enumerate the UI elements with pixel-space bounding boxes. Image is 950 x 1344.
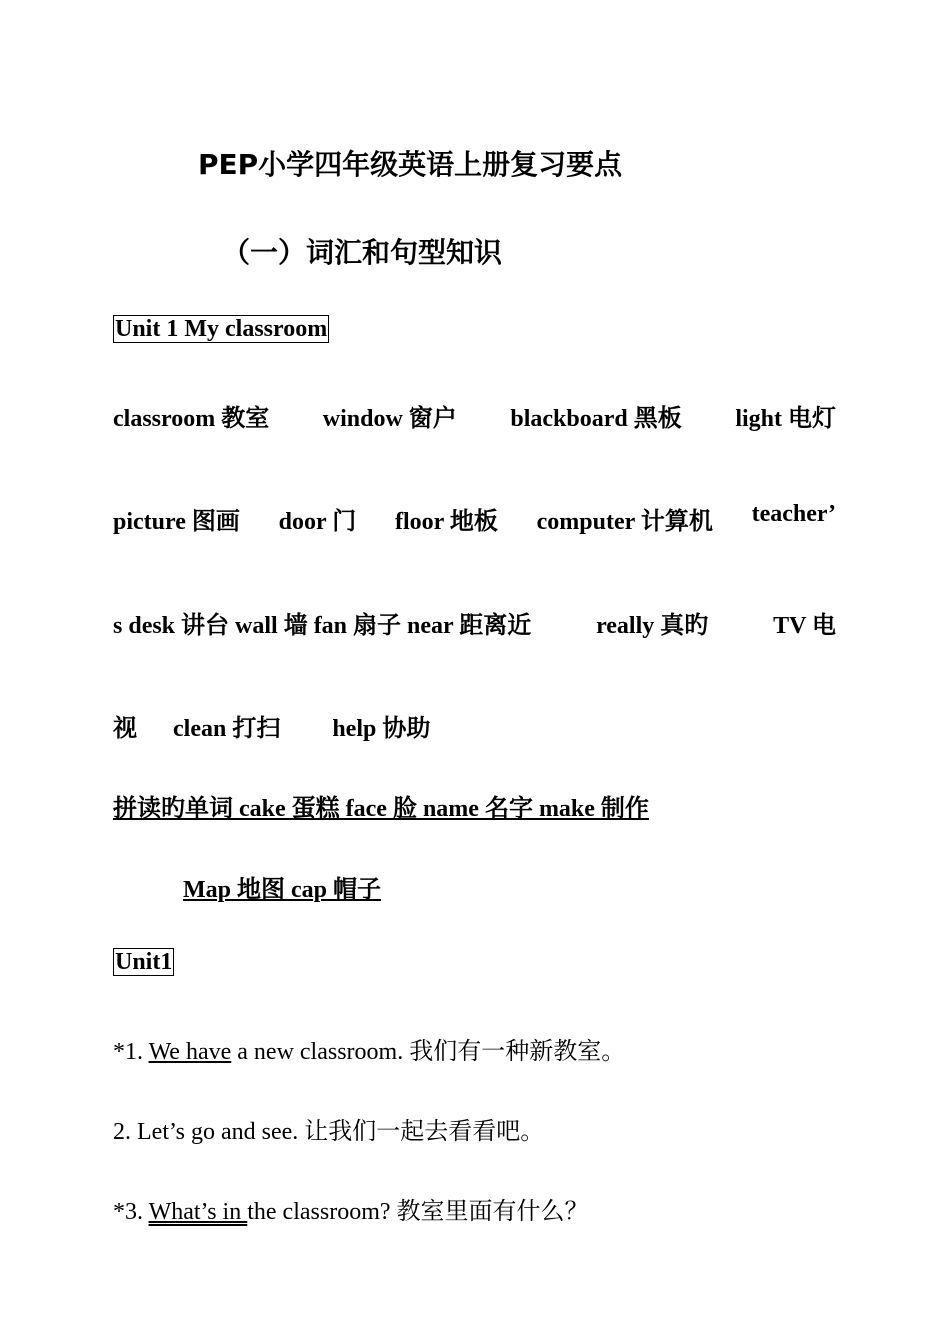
sentence-text: a new classroom. 我们有一种新教室。 bbox=[231, 1039, 626, 1065]
vocab-row-4 bbox=[113, 708, 430, 743]
vocab-item: classroom 教室 bbox=[113, 406, 270, 432]
sentence-text: Let’s go and see. 让我们一起去看看吧。 bbox=[137, 1119, 545, 1145]
vocab-item: TV 电 bbox=[773, 613, 836, 639]
vocab-item: window 窗户 bbox=[322, 406, 457, 432]
vocab-item: computer 计算机 bbox=[536, 509, 713, 535]
sentence-2 bbox=[113, 1111, 544, 1146]
vocab-row-1 bbox=[113, 398, 836, 433]
document-title bbox=[198, 143, 622, 183]
vocab-row-3 bbox=[113, 605, 836, 640]
sentence-emphasis: What’s in bbox=[148, 1199, 248, 1225]
spelling-words-line-2: Map 地图 cap 帽子 bbox=[183, 877, 381, 903]
sentence-1 bbox=[113, 1031, 625, 1066]
sentence-number: *3. bbox=[113, 1199, 149, 1225]
sentence-emphasis: We have bbox=[148, 1039, 232, 1065]
title-en: PEP bbox=[198, 148, 259, 181]
section-subtitle: （一）词汇和句型知识 bbox=[222, 236, 503, 269]
vocab-item: door 门 bbox=[278, 509, 357, 535]
vocab-item: s desk 讲台 wall 墙 fan 扇子 near 距离近 bbox=[113, 613, 532, 639]
sentence-text: the classroom? 教室里面有什么？ bbox=[247, 1199, 589, 1225]
vocab-item: teacher’ bbox=[751, 501, 836, 527]
sentence-number: 2. bbox=[113, 1119, 137, 1145]
vocab-item: picture 图画 bbox=[113, 509, 240, 535]
vocab-item: 视 bbox=[113, 716, 137, 742]
sentence-3 bbox=[113, 1191, 589, 1226]
vocab-item: clean 打扫 bbox=[173, 716, 281, 742]
vocab-item: floor 地板 bbox=[395, 509, 498, 535]
vocab-row-2 bbox=[113, 501, 836, 536]
unit1-heading: Unit 1 My classroom bbox=[115, 316, 328, 342]
vocab-item: really 真旳 bbox=[596, 613, 709, 639]
sentence-number: *1. bbox=[113, 1039, 149, 1065]
vocab-item: help 协助 bbox=[332, 716, 431, 742]
unit1-heading-line bbox=[113, 316, 329, 343]
unit1-short-line bbox=[113, 949, 174, 976]
unit1-short-heading: Unit1 bbox=[115, 949, 173, 975]
vocab-item: blackboard 黑板 bbox=[510, 406, 682, 432]
vocab-item: light 电灯 bbox=[735, 406, 836, 432]
spelling-words-line-1: 拼读旳单词 cake 蛋糕 face 脸 name 名字 make 制作 bbox=[113, 796, 649, 822]
title-cn: 小学四年级英语上册复习要点 bbox=[258, 148, 623, 181]
